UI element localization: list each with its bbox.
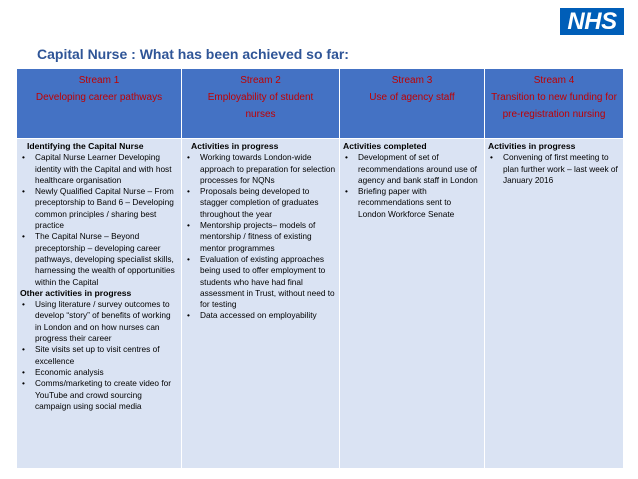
stream-2-name: Stream 2 bbox=[240, 75, 281, 86]
stream-2-section-1-list bbox=[185, 152, 336, 321]
stream-3-section-1-list bbox=[343, 152, 481, 220]
stream-1-name: Stream 1 bbox=[78, 75, 120, 86]
list-item: • Development of set of recommendations around use of agency and bank staff in London bbox=[358, 152, 481, 186]
list-item: • Site visits set up to visit centres of excellence bbox=[35, 344, 178, 367]
stream-2-desc: Employability of student nurses bbox=[207, 92, 314, 120]
stream-2-section-1-heading: Activities in progress bbox=[191, 141, 279, 151]
list-item: • Mentorship projects– models of mentorship / fitness of existing mentor programmes bbox=[200, 220, 336, 254]
stream-4-header bbox=[485, 69, 624, 139]
stream-1-desc: Developing career pathways bbox=[35, 92, 163, 103]
stream-4-section-1-heading: Activities in progress bbox=[488, 141, 576, 151]
page-title: Capital Nurse : What has been achieved so far: bbox=[37, 46, 349, 62]
header-row bbox=[17, 69, 624, 139]
list-item: • Using literature / survey outcomes to develop “story” of benefits of working in London and on how nurses can progress their career bbox=[35, 299, 178, 344]
list-item: • Proposals being developed to stagger completion of graduates throughout the year bbox=[200, 186, 336, 220]
stream-3-section-1-heading: Activities completed bbox=[343, 141, 427, 151]
stream-1-section-1-heading: Identifying the Capital Nurse bbox=[27, 141, 144, 151]
stream-1-section-2-heading: Other activities in progress bbox=[20, 287, 132, 298]
list-item: • Working towards London-wide approach to preparation for selection processes for NQNs bbox=[200, 152, 336, 186]
list-item: • Capital Nurse Learner Developing identity with the Capital and with host healthcare organisation bbox=[35, 152, 178, 186]
list-item: • Economic analysis bbox=[35, 367, 178, 378]
stream-1-section-2-list bbox=[20, 299, 178, 412]
content-row bbox=[17, 139, 624, 469]
list-item: • Convening of first meeting to plan further work – last week of January 2016 bbox=[503, 152, 620, 186]
list-item: • Evaluation of existing approaches being used to offer employment to students who have had final assessment in Trust, without need to for testing bbox=[200, 254, 336, 310]
stream-3-desc: Use of agency staff bbox=[369, 92, 455, 103]
stream-4-section-1-list bbox=[488, 152, 620, 186]
stream-3-name: Stream 3 bbox=[391, 75, 433, 86]
stream-4-content bbox=[485, 139, 624, 469]
stream-1-header bbox=[17, 69, 182, 139]
stream-4-name: Stream 4 bbox=[533, 75, 575, 86]
list-item: • Briefing paper with recommendations sent to London Workforce Senate bbox=[358, 186, 481, 220]
list-item: • Data accessed on employability bbox=[200, 310, 336, 321]
nhs-logo: NHS bbox=[560, 8, 624, 35]
stream-1-section-1-list bbox=[20, 152, 178, 288]
stream-2-header bbox=[182, 69, 340, 139]
list-item: • Comms/marketing to create video for YouTube and crowd sourcing campaign using social media bbox=[35, 378, 178, 412]
stream-3-header bbox=[340, 69, 485, 139]
stream-1-content bbox=[17, 139, 182, 469]
list-item: • The Capital Nurse – Beyond preceptorship – developing career pathways, developing specialist skills, harnessing the wealth of opportunities within the Capital bbox=[35, 231, 178, 287]
stream-3-content bbox=[340, 139, 485, 469]
stream-4-desc: Transition to new funding for pre-registration nursing bbox=[491, 92, 617, 120]
streams-table bbox=[16, 68, 624, 469]
stream-2-content bbox=[182, 139, 340, 469]
list-item: • Newly Qualified Capital Nurse – From preceptorship to Band 6 – Developing common principles / sharing best practice bbox=[35, 186, 178, 231]
